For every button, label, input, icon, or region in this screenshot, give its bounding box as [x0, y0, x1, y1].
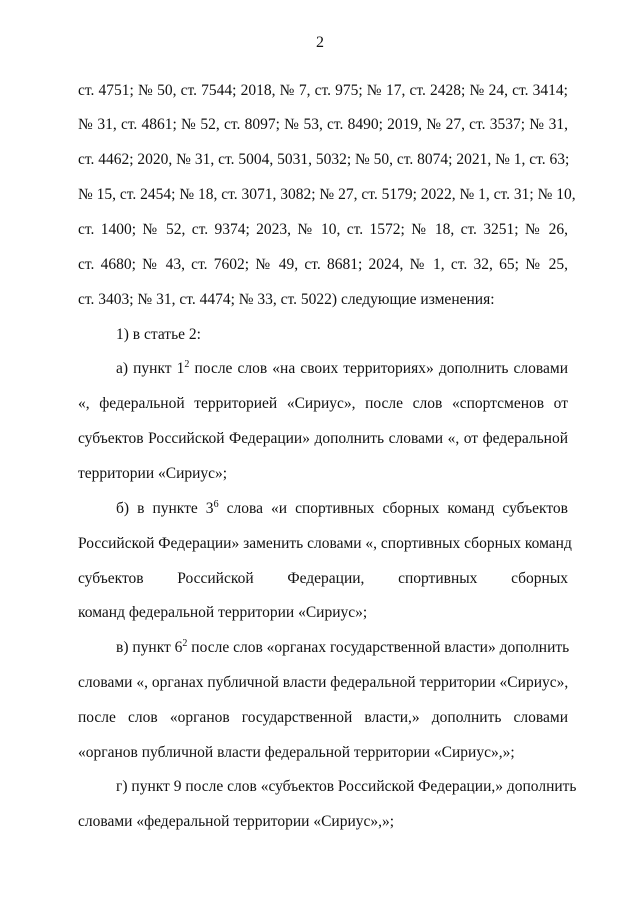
item-b-superscript: 6: [213, 499, 219, 510]
item-a-superscript: 2: [184, 359, 190, 370]
list-item-v: [116, 638, 568, 658]
text-line: словами «, органах публичной власти федеральной территории «Сириус»,: [78, 674, 569, 691]
item-v-after: после слов «органах государственной власти» дополнить: [187, 639, 570, 656]
item-a-before: а) пункт 1: [116, 360, 185, 377]
text-line: субъектов Российской Федерации, спортивных сборных: [78, 570, 568, 587]
list-item-heading: 1) в статье 2:: [116, 326, 201, 343]
list-item-b: [116, 499, 568, 519]
text-line: ст. 1400; № 52, ст. 9374; 2023, № 10, ст. 1572; № 18, ст. 3251; № 26,: [78, 221, 568, 238]
text-line: ст. 4680; № 43, ст. 7602; № 49, ст. 8681; 2024, № 1, ст. 32, 65; № 25,: [78, 256, 568, 273]
text-line: территории «Сириус»;: [78, 465, 228, 482]
item-v-before: в) пункт 6: [116, 639, 183, 656]
text-line: «органов публичной власти федеральной территории «Сириус»,»;: [78, 744, 515, 761]
text-line: ст. 4751; № 50, ст. 7544; 2018, № 7, ст. 975; № 17, ст. 2428; № 24, ст. 3414;: [78, 82, 568, 99]
text-line: № 15, ст. 2454; № 18, ст. 3071, 3082; № 27, ст. 5179; 2022, № 1, ст. 31; № 10,: [78, 186, 576, 203]
item-b-after: слова «и спортивных сборных команд субъектов: [218, 500, 568, 517]
text-line: субъектов Российской Федерации» дополнить словами «, от федеральной: [78, 430, 568, 447]
list-item-g: г) пункт 9 после слов «субъектов Российской Федерации,» дополнить: [116, 778, 577, 795]
text-line: команд федеральной территории «Сириус»;: [78, 604, 368, 621]
text-line: ст. 3403; № 31, ст. 4474; № 33, ст. 5022) следующие изменения:: [78, 291, 495, 308]
text-line: «, федеральной территорией «Сириус», после слов «спортсменов от: [78, 395, 568, 412]
page-number: 2: [316, 34, 324, 51]
list-item-a: [116, 359, 568, 379]
text-line: ст. 4462; 2020, № 31, ст. 5004, 5031, 5032; № 50, ст. 8074; 2021, № 1, ст. 63;: [78, 151, 570, 168]
text-line: словами «федеральной территории «Сириус»,»;: [78, 813, 395, 830]
text-line: № 31, ст. 4861; № 52, ст. 8097; № 53, ст. 8490; 2019, № 27, ст. 3537; № 31,: [78, 116, 568, 133]
item-v-superscript: 2: [182, 638, 188, 649]
text-line: Российской Федерации» заменить словами «, спортивных сборных команд: [78, 535, 572, 552]
item-a-after: после слов «на своих территориях» дополнить словами: [189, 360, 569, 377]
text-line: после слов «органов государственной власти,» дополнить словами: [78, 709, 568, 726]
item-b-before: б) в пункте 3: [116, 500, 214, 517]
